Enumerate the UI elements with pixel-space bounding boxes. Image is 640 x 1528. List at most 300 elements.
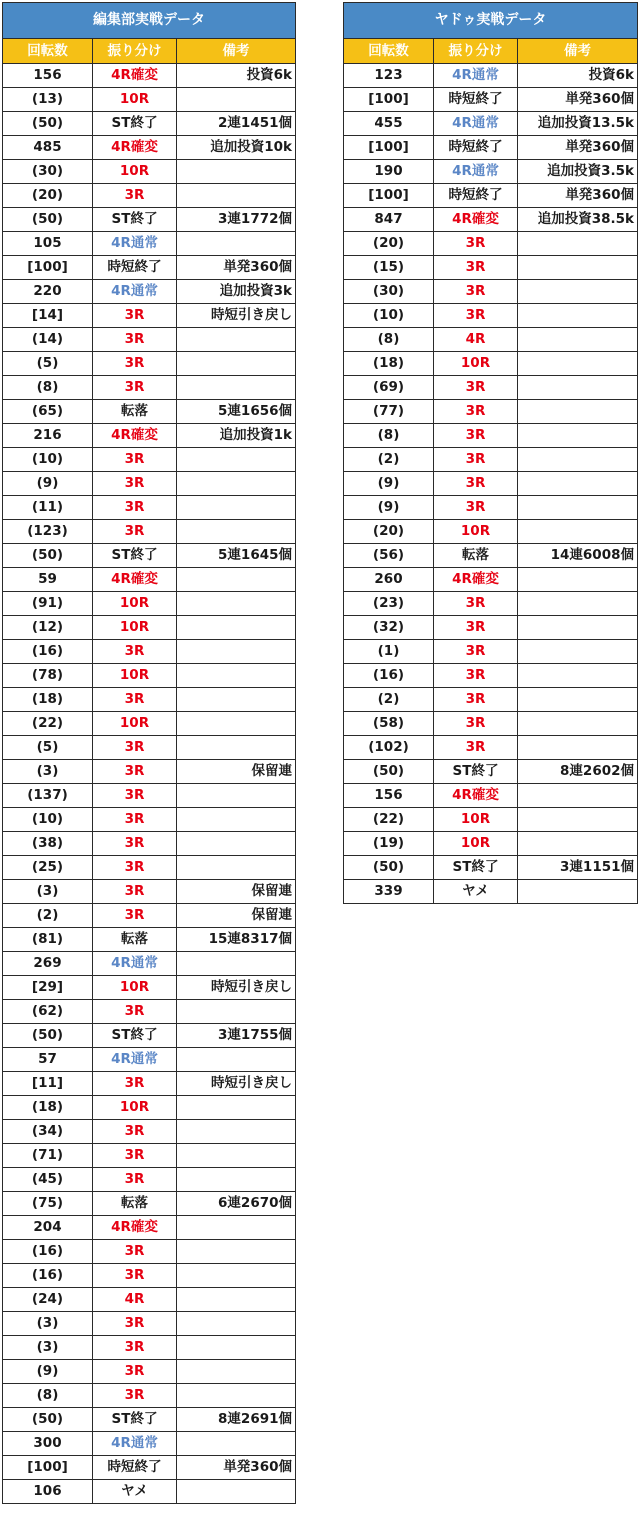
spin-count-cell: [100] <box>344 136 434 160</box>
spin-count-cell: 105 <box>3 232 93 256</box>
note-cell <box>177 616 296 640</box>
note-cell <box>177 376 296 400</box>
note-cell <box>177 160 296 184</box>
table-row <box>3 856 296 880</box>
table-row <box>3 112 296 136</box>
table-editorial <box>2 2 296 1504</box>
allocation-cell: 3R <box>93 1384 177 1408</box>
note-cell <box>518 592 638 616</box>
table-row <box>3 1384 296 1408</box>
table-row <box>3 1408 296 1432</box>
allocation-cell: 3R <box>93 856 177 880</box>
allocation-cell: ST終了 <box>93 544 177 568</box>
table-row <box>3 952 296 976</box>
allocation-cell: 4R通常 <box>93 952 177 976</box>
note-cell <box>177 1384 296 1408</box>
allocation-cell: 3R <box>93 832 177 856</box>
spin-count-cell: (24) <box>3 1288 93 1312</box>
allocation-cell: 10R <box>93 976 177 1000</box>
header-allocation: 振り分け <box>93 39 177 64</box>
table-row <box>3 160 296 184</box>
note-cell <box>518 568 638 592</box>
note-cell: 3連1755個 <box>177 1024 296 1048</box>
note-cell <box>177 328 296 352</box>
table-row <box>3 328 296 352</box>
spin-count-cell: 300 <box>3 1432 93 1456</box>
spin-count-cell: (32) <box>344 616 434 640</box>
allocation-cell: 3R <box>93 472 177 496</box>
table-row <box>3 688 296 712</box>
spin-count-cell: (16) <box>3 1264 93 1288</box>
spin-count-cell: (5) <box>3 736 93 760</box>
note-cell: 3連1151個 <box>518 856 638 880</box>
table-row <box>3 1432 296 1456</box>
spin-count-cell: (77) <box>344 400 434 424</box>
allocation-cell: 3R <box>93 1072 177 1096</box>
spin-count-cell: (3) <box>3 1336 93 1360</box>
spin-count-cell: 216 <box>3 424 93 448</box>
spin-count-cell: (20) <box>3 184 93 208</box>
note-cell <box>177 1312 296 1336</box>
spin-count-cell: (9) <box>344 496 434 520</box>
spin-count-cell: (8) <box>3 376 93 400</box>
allocation-cell: 3R <box>93 1000 177 1024</box>
table-row <box>3 736 296 760</box>
table-row <box>344 808 638 832</box>
spin-count-cell: (10) <box>3 448 93 472</box>
spin-count-cell: (8) <box>3 1384 93 1408</box>
allocation-cell: 10R <box>93 616 177 640</box>
spin-count-cell: (25) <box>3 856 93 880</box>
note-cell <box>177 688 296 712</box>
allocation-cell: 3R <box>434 400 518 424</box>
spin-count-cell: (10) <box>3 808 93 832</box>
spin-count-cell: 57 <box>3 1048 93 1072</box>
table-row <box>3 1048 296 1072</box>
spin-count-cell: (20) <box>344 232 434 256</box>
spin-count-cell: 59 <box>3 568 93 592</box>
spin-count-cell: (137) <box>3 784 93 808</box>
table-row <box>344 616 638 640</box>
note-cell: 追加投資38.5k <box>518 208 638 232</box>
allocation-cell: 3R <box>434 304 518 328</box>
table-row <box>3 376 296 400</box>
note-cell <box>177 1432 296 1456</box>
table-row <box>3 1240 296 1264</box>
allocation-cell: ST終了 <box>93 208 177 232</box>
note-cell <box>518 712 638 736</box>
allocation-cell: 3R <box>434 592 518 616</box>
table-row <box>3 592 296 616</box>
allocation-cell: 4R確変 <box>434 784 518 808</box>
table-row <box>3 1192 296 1216</box>
spin-count-cell: (16) <box>344 664 434 688</box>
spin-count-cell: [29] <box>3 976 93 1000</box>
note-cell <box>518 304 638 328</box>
spin-count-cell: (15) <box>344 256 434 280</box>
note-cell <box>177 1096 296 1120</box>
spin-count-cell: (50) <box>3 544 93 568</box>
allocation-cell: 3R <box>434 616 518 640</box>
table-row <box>3 640 296 664</box>
spin-count-cell: 190 <box>344 160 434 184</box>
table-row <box>344 880 638 904</box>
spin-count-cell: (50) <box>3 1408 93 1432</box>
allocation-cell: 3R <box>434 496 518 520</box>
note-cell <box>177 784 296 808</box>
table-row <box>344 472 638 496</box>
allocation-cell: 3R <box>93 328 177 352</box>
table-row <box>3 1216 296 1240</box>
allocation-cell: 4R <box>434 328 518 352</box>
table-title: ヤドゥ実戦データ <box>344 3 638 39</box>
note-cell: 追加投資10k <box>177 136 296 160</box>
note-cell <box>518 688 638 712</box>
spin-count-cell: (50) <box>344 760 434 784</box>
note-cell <box>177 88 296 112</box>
spin-count-cell: 123 <box>344 64 434 88</box>
spin-count-cell: (58) <box>344 712 434 736</box>
table-row <box>3 808 296 832</box>
table-row <box>344 64 638 88</box>
allocation-cell: 3R <box>93 760 177 784</box>
table-row <box>344 784 638 808</box>
allocation-cell: 3R <box>93 1360 177 1384</box>
table-row <box>3 568 296 592</box>
table-row <box>344 160 638 184</box>
spin-count-cell: (30) <box>344 280 434 304</box>
table-row <box>3 280 296 304</box>
spin-count-cell: (2) <box>344 448 434 472</box>
spin-count-cell: (23) <box>344 592 434 616</box>
table-row <box>3 904 296 928</box>
note-cell: 15連8317個 <box>177 928 296 952</box>
table-row <box>3 1360 296 1384</box>
allocation-cell: 転落 <box>93 1192 177 1216</box>
allocation-cell: 3R <box>434 640 518 664</box>
spin-count-cell: 485 <box>3 136 93 160</box>
table-row <box>344 592 638 616</box>
note-cell: 8連2691個 <box>177 1408 296 1432</box>
spin-count-cell: (69) <box>344 376 434 400</box>
allocation-cell: 3R <box>93 1312 177 1336</box>
allocation-cell: 10R <box>93 712 177 736</box>
allocation-cell: ヤメ <box>93 1480 177 1504</box>
table-row <box>3 64 296 88</box>
note-cell <box>177 1144 296 1168</box>
note-cell <box>177 1216 296 1240</box>
spin-count-cell: (45) <box>3 1168 93 1192</box>
note-cell <box>177 520 296 544</box>
note-cell: 保留連 <box>177 760 296 784</box>
spin-count-cell: 220 <box>3 280 93 304</box>
note-cell <box>518 832 638 856</box>
note-cell <box>177 712 296 736</box>
note-cell <box>518 424 638 448</box>
allocation-cell: 4R通常 <box>434 160 518 184</box>
table-row <box>3 1120 296 1144</box>
note-cell <box>177 736 296 760</box>
allocation-cell: ST終了 <box>93 112 177 136</box>
spin-count-cell: 847 <box>344 208 434 232</box>
note-cell <box>177 664 296 688</box>
spin-count-cell: 204 <box>3 1216 93 1240</box>
table-row <box>3 1024 296 1048</box>
note-cell: 単発360個 <box>177 256 296 280</box>
note-cell <box>518 232 638 256</box>
table-row <box>344 280 638 304</box>
spin-count-cell: (1) <box>344 640 434 664</box>
table-row <box>3 472 296 496</box>
table-row <box>344 496 638 520</box>
allocation-cell: 4R確変 <box>93 568 177 592</box>
note-cell: 追加投資3k <box>177 280 296 304</box>
allocation-cell: 3R <box>93 640 177 664</box>
note-cell <box>177 1120 296 1144</box>
table-row <box>3 1480 296 1504</box>
note-cell <box>177 352 296 376</box>
table-row <box>344 328 638 352</box>
spin-count-cell: 106 <box>3 1480 93 1504</box>
table-row <box>3 520 296 544</box>
allocation-cell: 3R <box>93 1144 177 1168</box>
spin-count-cell: (2) <box>344 688 434 712</box>
allocation-cell: 10R <box>93 664 177 688</box>
allocation-cell: 3R <box>434 688 518 712</box>
spin-count-cell: [11] <box>3 1072 93 1096</box>
allocation-cell: 時短終了 <box>434 88 518 112</box>
table-row <box>344 640 638 664</box>
allocation-cell: 4R確変 <box>93 1216 177 1240</box>
note-cell: 時短引き戻し <box>177 1072 296 1096</box>
note-cell: 14連6008個 <box>518 544 638 568</box>
spin-count-cell: (3) <box>3 1312 93 1336</box>
allocation-cell: 10R <box>93 592 177 616</box>
note-cell <box>177 1048 296 1072</box>
note-cell <box>518 808 638 832</box>
spin-count-cell: 455 <box>344 112 434 136</box>
table-row <box>344 688 638 712</box>
note-cell <box>518 400 638 424</box>
allocation-cell: 3R <box>93 520 177 544</box>
table-row <box>344 112 638 136</box>
allocation-cell: 3R <box>93 784 177 808</box>
spin-count-cell: (50) <box>3 1024 93 1048</box>
note-cell: 追加投資1k <box>177 424 296 448</box>
note-cell: 時短引き戻し <box>177 304 296 328</box>
spin-count-cell: (22) <box>3 712 93 736</box>
spin-count-cell: 269 <box>3 952 93 976</box>
note-cell <box>177 808 296 832</box>
note-cell <box>518 784 638 808</box>
allocation-cell: 3R <box>434 712 518 736</box>
header-allocation: 振り分け <box>434 39 518 64</box>
spin-count-cell: [14] <box>3 304 93 328</box>
table-row <box>3 880 296 904</box>
note-cell <box>177 1264 296 1288</box>
spin-count-cell: 339 <box>344 880 434 904</box>
spin-count-cell: 260 <box>344 568 434 592</box>
spin-count-cell: (81) <box>3 928 93 952</box>
note-cell: 追加投資3.5k <box>518 160 638 184</box>
table-row <box>344 256 638 280</box>
note-cell <box>518 448 638 472</box>
spin-count-cell: (71) <box>3 1144 93 1168</box>
table-row <box>344 304 638 328</box>
spin-count-cell: (22) <box>344 808 434 832</box>
note-cell <box>177 1480 296 1504</box>
spin-count-cell: [100] <box>344 88 434 112</box>
allocation-cell: 転落 <box>434 544 518 568</box>
table-row <box>3 760 296 784</box>
table-row <box>344 424 638 448</box>
header-spins: 回転数 <box>344 39 434 64</box>
spin-count-cell: (9) <box>3 472 93 496</box>
spin-count-cell: (56) <box>344 544 434 568</box>
spin-count-cell: (9) <box>344 472 434 496</box>
spin-count-cell: (3) <box>3 760 93 784</box>
allocation-cell: 時短終了 <box>434 136 518 160</box>
spin-count-cell: (16) <box>3 640 93 664</box>
allocation-cell: ST終了 <box>434 856 518 880</box>
spin-count-cell: 156 <box>3 64 93 88</box>
spin-count-cell: (20) <box>344 520 434 544</box>
spin-count-cell: (123) <box>3 520 93 544</box>
note-cell <box>177 640 296 664</box>
table-row <box>344 664 638 688</box>
note-cell <box>177 1288 296 1312</box>
note-cell <box>177 1336 296 1360</box>
allocation-cell: 4R通常 <box>93 280 177 304</box>
allocation-cell: 3R <box>434 664 518 688</box>
note-cell <box>518 736 638 760</box>
table-row <box>344 568 638 592</box>
note-cell: 時短引き戻し <box>177 976 296 1000</box>
allocation-cell: ヤメ <box>434 880 518 904</box>
table-row <box>3 184 296 208</box>
allocation-cell: 3R <box>93 1240 177 1264</box>
table-row <box>3 1264 296 1288</box>
table-row <box>344 448 638 472</box>
table-row <box>3 208 296 232</box>
table-row <box>3 496 296 520</box>
spin-count-cell: (38) <box>3 832 93 856</box>
note-cell <box>177 496 296 520</box>
table-row <box>344 88 638 112</box>
note-cell <box>518 376 638 400</box>
allocation-cell: 3R <box>93 1264 177 1288</box>
table-row <box>3 448 296 472</box>
note-cell: 保留連 <box>177 904 296 928</box>
table-row <box>344 544 638 568</box>
spin-count-cell: (12) <box>3 616 93 640</box>
spin-count-cell: (65) <box>3 400 93 424</box>
table-row <box>344 520 638 544</box>
table-row <box>344 352 638 376</box>
allocation-cell: 10R <box>434 832 518 856</box>
allocation-cell: 時短終了 <box>93 256 177 280</box>
allocation-cell: 10R <box>93 1096 177 1120</box>
spin-count-cell: (14) <box>3 328 93 352</box>
table-row <box>3 1288 296 1312</box>
allocation-cell: 4R確変 <box>434 568 518 592</box>
note-cell <box>518 664 638 688</box>
table-body <box>3 64 296 1504</box>
allocation-cell: 4R <box>93 1288 177 1312</box>
table-row <box>344 736 638 760</box>
note-cell <box>177 1240 296 1264</box>
table-yadu <box>343 2 638 904</box>
table-row <box>3 256 296 280</box>
table-row <box>344 712 638 736</box>
spin-count-cell: (9) <box>3 1360 93 1384</box>
spin-count-cell: (50) <box>3 112 93 136</box>
table-row <box>344 136 638 160</box>
allocation-cell: 3R <box>434 736 518 760</box>
table-body <box>344 64 638 904</box>
note-cell: 投資6k <box>177 64 296 88</box>
allocation-cell: 3R <box>434 232 518 256</box>
allocation-cell: 10R <box>93 160 177 184</box>
header-notes: 備考 <box>177 39 296 64</box>
note-cell: 5連1645個 <box>177 544 296 568</box>
table-row <box>3 832 296 856</box>
allocation-cell: 3R <box>93 1120 177 1144</box>
table-row <box>3 1072 296 1096</box>
table-row <box>3 352 296 376</box>
spin-count-cell: (78) <box>3 664 93 688</box>
allocation-cell: 時短終了 <box>93 1456 177 1480</box>
allocation-cell: 10R <box>434 352 518 376</box>
note-cell <box>518 520 638 544</box>
allocation-cell: 4R通常 <box>93 232 177 256</box>
spin-count-cell: (30) <box>3 160 93 184</box>
note-cell: 単発360個 <box>518 88 638 112</box>
table-row <box>344 184 638 208</box>
spin-count-cell: (34) <box>3 1120 93 1144</box>
note-cell <box>518 328 638 352</box>
note-cell: 投資6k <box>518 64 638 88</box>
spin-count-cell: (91) <box>3 592 93 616</box>
spin-count-cell: (3) <box>3 880 93 904</box>
allocation-cell: 3R <box>93 376 177 400</box>
allocation-cell: ST終了 <box>93 1408 177 1432</box>
note-cell: 8連2602個 <box>518 760 638 784</box>
note-cell <box>177 472 296 496</box>
note-cell <box>177 568 296 592</box>
table-row <box>344 400 638 424</box>
note-cell <box>177 1168 296 1192</box>
table-row <box>344 760 638 784</box>
spin-count-cell: (18) <box>344 352 434 376</box>
table-row <box>3 400 296 424</box>
spin-count-cell: (2) <box>3 904 93 928</box>
allocation-cell: 時短終了 <box>434 184 518 208</box>
allocation-cell: 4R通常 <box>434 112 518 136</box>
note-cell <box>518 352 638 376</box>
spin-count-cell: (102) <box>344 736 434 760</box>
allocation-cell: 3R <box>93 904 177 928</box>
note-cell <box>518 880 638 904</box>
note-cell <box>177 448 296 472</box>
table-row <box>3 1168 296 1192</box>
allocation-cell: ST終了 <box>434 760 518 784</box>
spin-count-cell: (8) <box>344 424 434 448</box>
allocation-cell: 3R <box>434 472 518 496</box>
allocation-cell: 4R確変 <box>93 136 177 160</box>
note-cell <box>177 1360 296 1384</box>
note-cell <box>518 256 638 280</box>
